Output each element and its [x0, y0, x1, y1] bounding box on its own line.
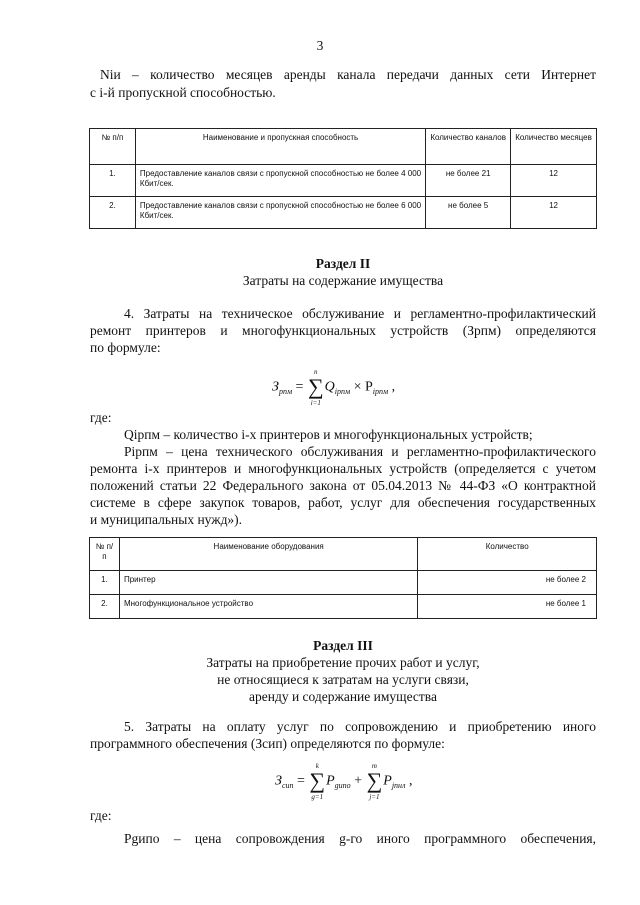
where-label-2: где:: [90, 808, 112, 823]
formula-p2: P: [383, 773, 392, 789]
intro-line-1: Nіи – количество месяцев аренды канала передачи данных сети Интернет: [100, 67, 596, 82]
formula-p: P: [365, 379, 373, 395]
definition-q: Qiрпм – количество і-х принтеров и многофункциональных устройств;: [124, 427, 533, 442]
section-3-subtitle-1: Затраты на приобретение прочих работ и услуг,: [206, 655, 480, 670]
definition-p-line-5: и муниципальных нужд»).: [90, 512, 243, 527]
cell-num: 1.: [90, 571, 120, 595]
definition-p-line-2: ремонта і-х принтеров и многофункциональных устройств (определяется с учетом: [90, 461, 596, 476]
cell-num: 1.: [90, 165, 136, 197]
formula-lhs: З: [272, 379, 279, 395]
page-number: 3: [316, 38, 324, 53]
formula-lhs: З: [275, 773, 282, 789]
formula-p1: P: [326, 773, 335, 789]
table-header-row: [90, 538, 597, 571]
header-num: № п/п: [90, 129, 136, 165]
formula-p-sub: iрпм: [372, 386, 389, 396]
section-3-para-line-1: 5. Затраты на оплату услуг по сопровождению и приобретению иного: [124, 719, 596, 734]
section-3-subtitle-2: не относящиеся к затратам на услуги связи,: [217, 672, 469, 687]
sum-lower: j=1: [369, 793, 380, 801]
section-3-title: Раздел III: [313, 638, 373, 653]
formula-rpm: $З_{рпм}$ = n ∑ i=1 $Q_{iрпм} \times P_{iрпм}$ ,: [272, 368, 396, 407]
sum-lower: i=1: [310, 399, 321, 407]
formula-plus: +: [354, 773, 363, 789]
formula-lhs-sub: рпм: [278, 386, 293, 396]
cell-num: 2.: [90, 595, 120, 619]
channels-table: [89, 128, 597, 229]
formula-times: ×: [353, 379, 362, 395]
table-header-row: [90, 129, 597, 165]
header-channels: Количество каналов: [426, 129, 511, 165]
section-2-subtitle: Затраты на содержание имущества: [242, 273, 444, 288]
cell-name: Принтер: [119, 571, 417, 595]
cell-qty: не более 2: [418, 571, 597, 595]
header-name: Наименование оборудования: [119, 538, 417, 571]
sum-symbol: k ∑ g=1: [309, 762, 326, 801]
sum-symbol: n ∑ i=1: [307, 368, 324, 407]
cell-name: Предоставление каналов связи с пропускной способностью не более 4 000 Кбит/сек.: [135, 165, 425, 197]
section-2-para-line-2: ремонт принтеров и многофункциональных устройств (Зрпм) определяются: [90, 323, 596, 338]
where-label-1: где:: [90, 410, 112, 425]
sum-symbol: m ∑ j=1: [366, 762, 383, 801]
sum-upper: n: [314, 368, 318, 376]
cell-channels: не более 21: [426, 165, 511, 197]
sum-upper: k: [315, 762, 319, 770]
cell-months: 12: [511, 165, 597, 197]
header-num: № п/п: [90, 538, 120, 571]
formula-q-sub: iрпм: [334, 386, 351, 396]
formula-q: Q: [324, 379, 335, 395]
formula-end: ,: [409, 773, 413, 789]
section-2-para-line-1: 4. Затраты на техническое обслуживание и регламентно-профилактический: [124, 306, 596, 321]
cell-qty: не более 1: [418, 595, 597, 619]
cell-name: Предоставление каналов связи с пропускной способностью не более 6 000 Кбит/сек.: [135, 197, 425, 229]
header-months: Количество месяцев: [511, 129, 597, 165]
sum-lower: g=1: [311, 793, 324, 801]
formula-lhs-sub: сип: [281, 780, 294, 790]
table-row: [90, 165, 597, 197]
definition-p-line-3: положений статьи 22 Федерального закона от 05.04.2013 № 44-ФЗ «О контрактной: [90, 478, 596, 493]
formula-end: ,: [391, 379, 396, 395]
section-3-subtitle-3: аренду и содержание имущества: [249, 689, 437, 704]
cell-num: 2.: [90, 197, 136, 229]
equipment-table: [89, 537, 597, 619]
formula-p1-sub: gипо: [334, 780, 351, 790]
intro-line-2: с і-й пропускной способностью.: [90, 85, 276, 100]
formula-sip: $З_{сип}$ = k ∑ g=1 $P_{gипо}$ + m ∑ j=1 $P_{jпнл}$ ,: [275, 762, 413, 801]
definition-p-line-4: системе в сфере закупок товаров, работ, услуг для обеспечения государственных: [90, 495, 596, 510]
definition-p-line-1: Рiрпм – цена технического обслуживания и регламентно-профилактического: [124, 444, 596, 459]
cell-channels: не более 5: [426, 197, 511, 229]
definition-pgipo: Рgипо – цена сопровождения g-го иного программного обеспечения,: [124, 831, 596, 846]
section-2-title: Раздел II: [315, 256, 371, 271]
formula-p2-sub: jпнл: [391, 780, 406, 790]
cell-name: Многофункциональное устройство: [119, 595, 417, 619]
table-row: [90, 571, 597, 595]
table-row: [90, 197, 597, 229]
header-qty: Количество: [418, 538, 597, 571]
section-2-para-line-3: по формуле:: [90, 340, 161, 355]
header-name: Наименование и пропускная способность: [135, 129, 425, 165]
cell-months: 12: [511, 197, 597, 229]
table-row: [90, 595, 597, 619]
section-3-para-line-2: программного обеспечения (Зсип) определяются по формуле:: [90, 736, 445, 751]
sum-upper: m: [371, 762, 377, 770]
